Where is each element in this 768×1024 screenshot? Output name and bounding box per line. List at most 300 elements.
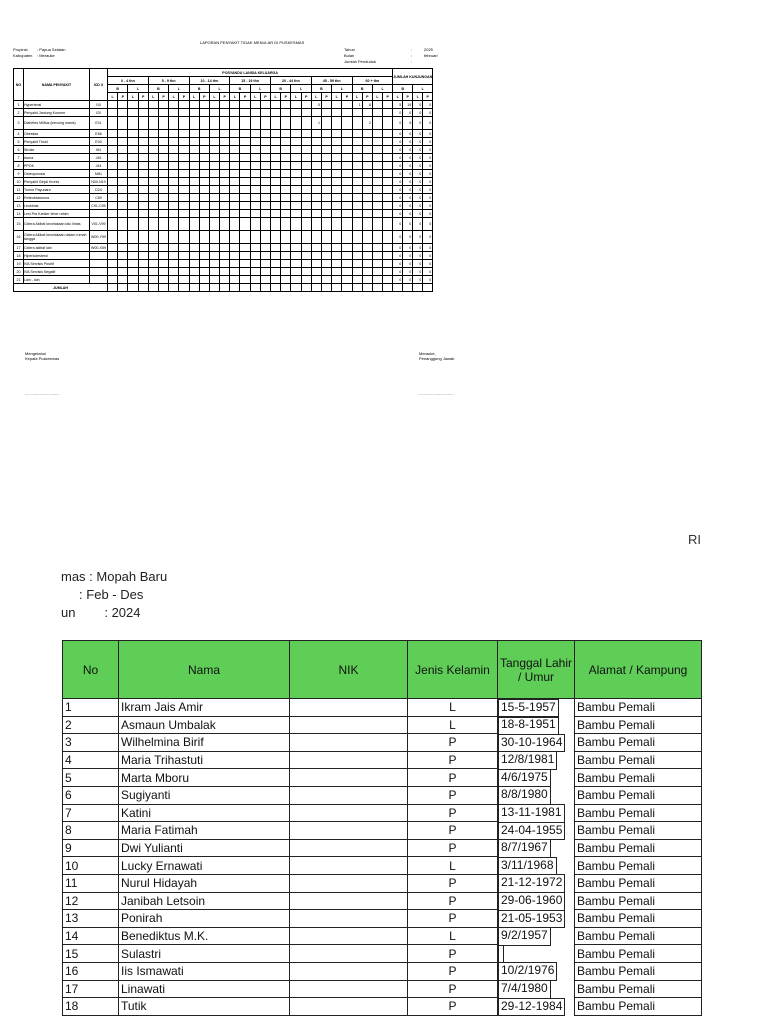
- patient-address: Bambu Pemali: [575, 769, 702, 787]
- count-cell: [281, 244, 291, 252]
- age-group-0: 0 - 4 thn: [108, 77, 149, 85]
- count-cell: [169, 154, 179, 162]
- count-cell: [179, 252, 189, 260]
- patient-dob: 30-10-1964: [498, 734, 565, 753]
- count-cell: [179, 186, 189, 194]
- count-cell: [342, 109, 352, 117]
- count-cell: [128, 194, 138, 202]
- row-icd: I64: [90, 146, 108, 154]
- count-cell: [342, 101, 352, 109]
- patient-gender: L: [408, 927, 498, 945]
- group-header: POSYANDU LANSIA KELUARGA: [108, 69, 393, 77]
- count-cell: [158, 194, 168, 202]
- count-cell: [199, 231, 209, 244]
- count-cell: [342, 146, 352, 154]
- lp-label: L: [271, 93, 281, 101]
- disease-row: [14, 202, 433, 210]
- count-cell: [158, 231, 168, 244]
- patient-nik: [290, 962, 408, 980]
- bl-label: B: [311, 85, 331, 93]
- count-cell: [199, 146, 209, 154]
- count-cell: [240, 276, 250, 284]
- bl-label: L: [291, 85, 311, 93]
- count-cell: [281, 186, 291, 194]
- count-cell: [321, 170, 331, 178]
- row-disease-name: Lesi Pra Kanker leher rahim: [24, 210, 90, 218]
- count-cell: [138, 109, 148, 117]
- count-cell: [250, 101, 260, 109]
- total-cell: 0: [423, 178, 433, 186]
- count-cell: [311, 218, 321, 231]
- count-cell: [332, 117, 342, 130]
- count-cell: [352, 244, 362, 252]
- count-cell: [383, 194, 393, 202]
- count-cell: [209, 194, 219, 202]
- count-cell: [128, 146, 138, 154]
- count-cell: [128, 210, 138, 218]
- count-cell: [291, 244, 301, 252]
- count-cell: [199, 109, 209, 117]
- count-cell: [128, 109, 138, 117]
- total-cell: 0: [403, 260, 413, 268]
- count-cell: [352, 178, 362, 186]
- count-cell: [362, 186, 372, 194]
- count-cell: [291, 276, 301, 284]
- patient-gender: P: [408, 962, 498, 980]
- count-cell: [158, 130, 168, 138]
- total-cell: 0: [403, 178, 413, 186]
- sum-label: JUMLAH: [14, 284, 108, 292]
- count-cell: [260, 109, 270, 117]
- patient-name: Sulastri: [119, 945, 290, 963]
- count-cell: [311, 186, 321, 194]
- count-cell: [169, 162, 179, 170]
- col-no-header: NO: [14, 69, 24, 101]
- patient-name: Asmaun Umbalak: [119, 716, 290, 734]
- count-cell: [301, 260, 311, 268]
- disease-row: [14, 260, 433, 268]
- count-cell: [199, 170, 209, 178]
- count-cell: [179, 170, 189, 178]
- count-cell: [169, 244, 179, 252]
- count-cell: [128, 130, 138, 138]
- count-cell: [240, 117, 250, 130]
- count-cell: [189, 218, 199, 231]
- count-cell: [301, 138, 311, 146]
- patient-address: Bambu Pemali: [575, 751, 702, 769]
- count-cell: [199, 178, 209, 186]
- patient-gender: P: [408, 998, 498, 1016]
- count-cell: [230, 130, 240, 138]
- count-cell: [362, 231, 372, 244]
- count-cell: [291, 210, 301, 218]
- count-cell: [240, 154, 250, 162]
- count-cell: [301, 162, 311, 170]
- total-cell: 0: [413, 109, 423, 117]
- patient-address: Bambu Pemali: [575, 980, 702, 998]
- disease-row: [14, 130, 433, 138]
- count-cell: [189, 244, 199, 252]
- count-cell: [169, 210, 179, 218]
- count-cell: [179, 178, 189, 186]
- count-cell: [189, 276, 199, 284]
- count-cell: [250, 178, 260, 186]
- count-cell: [240, 138, 250, 146]
- patient-address: Bambu Pemali: [575, 998, 702, 1016]
- count-cell: [138, 162, 148, 170]
- count-cell: [128, 154, 138, 162]
- patient-gender: L: [408, 699, 498, 717]
- col-icd-header: ICD X: [90, 69, 108, 101]
- count-cell: [383, 231, 393, 244]
- count-cell: [138, 101, 148, 109]
- count-cell: [199, 194, 209, 202]
- count-cell: [189, 202, 199, 210]
- total-cell: 0: [403, 210, 413, 218]
- row-disease-name: Penyakit Tiroid: [24, 138, 90, 146]
- count-cell: [383, 268, 393, 276]
- count-cell: [281, 252, 291, 260]
- count-cell: [189, 268, 199, 276]
- patient-address: Bambu Pemali: [575, 927, 702, 945]
- count-cell: [321, 117, 331, 130]
- count-cell: [260, 218, 270, 231]
- header-nik: NIK: [290, 641, 408, 699]
- count-cell: [301, 252, 311, 260]
- total-cell: 19: [403, 101, 413, 109]
- count-cell: [230, 260, 240, 268]
- count-cell: [209, 178, 219, 186]
- row-icd: [90, 268, 108, 276]
- count-cell: [260, 244, 270, 252]
- count-cell: [291, 170, 301, 178]
- count-cell: [189, 170, 199, 178]
- row-icd: V01-V99: [90, 218, 108, 231]
- count-cell: [138, 252, 148, 260]
- patient-no: 1: [63, 699, 119, 717]
- row-no: 6: [14, 146, 24, 154]
- count-cell: [332, 276, 342, 284]
- bl-label: B: [230, 85, 250, 93]
- count-cell: [301, 117, 311, 130]
- patient-gender: P: [408, 822, 498, 840]
- count-cell: [250, 130, 260, 138]
- count-cell: [148, 218, 158, 231]
- total-cell: 0: [413, 276, 423, 284]
- count-cell: [250, 117, 260, 130]
- count-cell: [352, 186, 362, 194]
- sum-cell: [179, 284, 189, 292]
- count-cell: [311, 260, 321, 268]
- total-cell: 0: [423, 162, 433, 170]
- count-cell: [301, 218, 311, 231]
- resp-line-1: Merauke,: [419, 351, 436, 356]
- count-cell: [260, 202, 270, 210]
- count-cell: [118, 146, 128, 154]
- count-cell: [311, 130, 321, 138]
- patient-nik: [290, 822, 408, 840]
- total-cell: 0: [393, 194, 403, 202]
- count-cell: [291, 194, 301, 202]
- count-cell: [220, 231, 230, 244]
- count-cell: [199, 218, 209, 231]
- count-cell: [108, 194, 118, 202]
- count-cell: [332, 178, 342, 186]
- count-cell: [189, 260, 199, 268]
- total-cell: 0: [403, 218, 413, 231]
- patient-gender: L: [408, 716, 498, 734]
- count-cell: [148, 130, 158, 138]
- count-cell: [220, 146, 230, 154]
- count-cell: [383, 210, 393, 218]
- patient-dob: 29-12-1984: [498, 998, 565, 1017]
- count-cell: [321, 218, 331, 231]
- count-cell: [291, 202, 301, 210]
- count-cell: [209, 101, 219, 109]
- count-cell: [138, 231, 148, 244]
- row-no: 2: [14, 109, 24, 117]
- count-cell: [291, 146, 301, 154]
- disease-row: [14, 210, 433, 218]
- count-cell: [169, 170, 179, 178]
- patient-address: Bambu Pemali: [575, 734, 702, 752]
- patient-nik: [290, 786, 408, 804]
- total-cell: 5: [393, 101, 403, 109]
- patient-dob: 9/2/1957: [498, 927, 551, 946]
- count-cell: [342, 218, 352, 231]
- sum-cell: [332, 284, 342, 292]
- lp-label: P: [138, 93, 148, 101]
- sum-cell: [169, 284, 179, 292]
- count-cell: [311, 162, 321, 170]
- bl-label: L: [250, 85, 270, 93]
- sum-cell: [240, 284, 250, 292]
- count-cell: [118, 154, 128, 162]
- patient-address: Bambu Pemali: [575, 804, 702, 822]
- count-cell: [240, 178, 250, 186]
- bl-label: B: [352, 85, 372, 93]
- total-cell: 0: [403, 276, 413, 284]
- patient-gender: P: [408, 945, 498, 963]
- patient-name: Ikram Jais Amir: [119, 699, 290, 717]
- count-cell: [189, 138, 199, 146]
- count-cell: [352, 260, 362, 268]
- ack-line-2: Kepala Puskesmas: [25, 356, 60, 361]
- count-cell: [138, 117, 148, 130]
- count-cell: [352, 276, 362, 284]
- disease-row: [14, 154, 433, 162]
- header-no: No: [63, 641, 119, 699]
- count-cell: [250, 138, 260, 146]
- count-cell: [383, 101, 393, 109]
- count-cell: [260, 186, 270, 194]
- total-cell: 0: [393, 154, 403, 162]
- row-no: 13: [14, 202, 24, 210]
- age-group-4: 20 - 44 thn: [271, 77, 312, 85]
- count-cell: [179, 146, 189, 154]
- count-cell: [352, 210, 362, 218]
- count-cell: [179, 231, 189, 244]
- row-disease-name: Obesitas: [24, 130, 90, 138]
- count-cell: [250, 194, 260, 202]
- count-cell: [291, 252, 301, 260]
- row-icd: [90, 210, 108, 218]
- count-cell: [189, 162, 199, 170]
- count-cell: [179, 138, 189, 146]
- count-cell: [220, 252, 230, 260]
- count-cell: [148, 101, 158, 109]
- count-cell: [230, 170, 240, 178]
- count-cell: [148, 268, 158, 276]
- count-cell: [383, 276, 393, 284]
- count-cell: [301, 194, 311, 202]
- bl-label: L: [128, 85, 148, 93]
- disease-row: [14, 170, 433, 178]
- lp-label: P: [423, 93, 433, 101]
- age-group-6: 60 + thn: [352, 77, 393, 85]
- count-cell: [108, 154, 118, 162]
- row-disease-name: IVA Servisis Positif: [24, 260, 90, 268]
- patient-name: Linawati: [119, 980, 290, 998]
- count-cell: [260, 138, 270, 146]
- province-value: : Papua Selatan: [37, 47, 66, 52]
- count-cell: [220, 170, 230, 178]
- lp-label: P: [220, 93, 230, 101]
- count-cell: [332, 210, 342, 218]
- count-cell: [108, 109, 118, 117]
- count-cell: [362, 202, 372, 210]
- patient-gender: P: [408, 751, 498, 769]
- total-cell: 0: [393, 231, 403, 244]
- count-cell: [169, 218, 179, 231]
- count-cell: [138, 210, 148, 218]
- count-cell: [372, 231, 382, 244]
- count-cell: [291, 186, 301, 194]
- count-cell: [362, 276, 372, 284]
- count-cell: [148, 138, 158, 146]
- count-cell: [138, 202, 148, 210]
- total-cell: 0: [413, 210, 423, 218]
- lp-label: P: [199, 93, 209, 101]
- count-cell: [148, 178, 158, 186]
- count-cell: [383, 138, 393, 146]
- count-cell: [118, 244, 128, 252]
- patient-nik: [290, 734, 408, 752]
- count-cell: [271, 186, 281, 194]
- count-cell: [179, 218, 189, 231]
- count-cell: [362, 252, 372, 260]
- count-cell: [220, 138, 230, 146]
- total-cell: 0: [423, 130, 433, 138]
- count-cell: [281, 268, 291, 276]
- count-cell: [281, 276, 291, 284]
- row-disease-name: Leukimia: [24, 202, 90, 210]
- count-cell: [158, 162, 168, 170]
- count-cell: [220, 109, 230, 117]
- count-cell: [230, 268, 240, 276]
- row-disease-name: Stroke: [24, 146, 90, 154]
- total-cell: 0: [403, 154, 413, 162]
- count-cell: [108, 101, 118, 109]
- count-cell: [118, 260, 128, 268]
- patient-gender: P: [408, 769, 498, 787]
- count-cell: [372, 252, 382, 260]
- total-header: JUMLAH KUNJUNGAN: [393, 69, 433, 85]
- row-no: 15: [14, 218, 24, 231]
- lp-label: L: [230, 93, 240, 101]
- count-cell: [169, 252, 179, 260]
- count-cell: [342, 117, 352, 130]
- count-cell: [209, 202, 219, 210]
- count-cell: [311, 276, 321, 284]
- count-cell: [148, 194, 158, 202]
- lp-label: P: [118, 93, 128, 101]
- count-cell: [271, 130, 281, 138]
- count-cell: [291, 218, 301, 231]
- count-cell: 1: [352, 101, 362, 109]
- count-cell: [169, 231, 179, 244]
- count-cell: [118, 194, 128, 202]
- count-cell: [372, 186, 382, 194]
- count-cell: [230, 218, 240, 231]
- count-cell: [230, 146, 240, 154]
- count-cell: [342, 186, 352, 194]
- count-cell: [138, 218, 148, 231]
- count-cell: [209, 138, 219, 146]
- patient-row: [63, 699, 702, 717]
- count-cell: [311, 109, 321, 117]
- total-cell: 0: [393, 260, 403, 268]
- total-cell: 0: [403, 231, 413, 244]
- row-icd: W00-Y99: [90, 231, 108, 244]
- count-cell: [128, 170, 138, 178]
- patient-name: Nurul Hidayah: [119, 874, 290, 892]
- count-cell: [199, 202, 209, 210]
- patient-address: Bambu Pemali: [575, 945, 702, 963]
- patient-no: 4: [63, 751, 119, 769]
- count-cell: [271, 194, 281, 202]
- count-cell: [220, 218, 230, 231]
- patient-sheet-header: [61, 568, 167, 622]
- sum-cell: [158, 284, 168, 292]
- total-cell: 0: [413, 178, 423, 186]
- sum-row: [14, 284, 433, 292]
- row-icd: J44: [90, 162, 108, 170]
- count-cell: [311, 154, 321, 162]
- count-cell: [332, 194, 342, 202]
- count-cell: [209, 117, 219, 130]
- count-cell: [250, 244, 260, 252]
- patient-no: 13: [63, 910, 119, 928]
- count-cell: [311, 194, 321, 202]
- count-cell: [342, 178, 352, 186]
- patient-name: Katini: [119, 804, 290, 822]
- patient-address: Bambu Pemali: [575, 962, 702, 980]
- total-cell: 0: [413, 186, 423, 194]
- total-cell: 0: [423, 170, 433, 178]
- count-cell: [209, 218, 219, 231]
- header-address: Alamat / Kampung: [575, 641, 702, 699]
- year-value: 2025: [424, 47, 433, 52]
- count-cell: [301, 276, 311, 284]
- count-cell: [281, 178, 291, 186]
- count-cell: [209, 276, 219, 284]
- row-no: 5: [14, 138, 24, 146]
- count-cell: [281, 194, 291, 202]
- resp-line-2: Penanggung Jawab: [419, 356, 455, 361]
- count-cell: [118, 109, 128, 117]
- count-cell: [230, 178, 240, 186]
